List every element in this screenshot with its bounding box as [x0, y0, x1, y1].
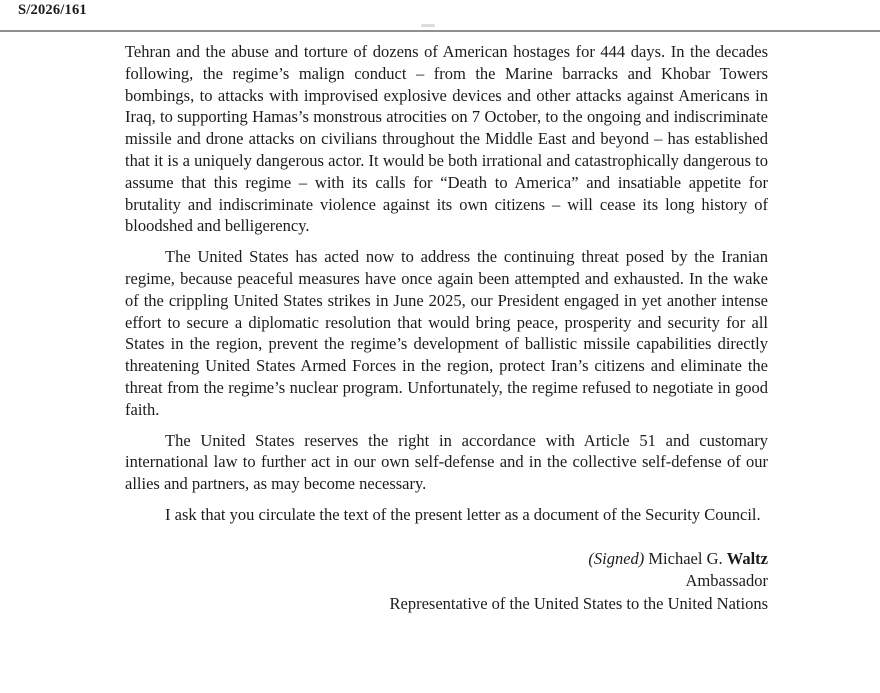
paragraph: I ask that you circulate the text of the present letter as a document of the Security Council.	[165, 504, 761, 524]
paragraph-continuation: Tehran and the abuse and torture of dozens of American hostages for 444 days. In the decades following, the regime’s malign conduct – from the Marine barracks and Khobar Towers bombings, to attacks with improvised explosive devices and other attacks against Americans in Iraq, to supporting Hamas’s monstrous atrocities on 7 October, to the ongoing and indiscriminate missile and drone attacks on civilians throughout the Middle East and beyond – has established that it is a uniquely dangerous actor. It would be both irrational and catastrophically dangerous to assume that this regime – with its calls for “Death to America” and insatiable appetite for brutality and indiscriminate violence against its own citizens – will cease its long history of bloodshed and belligerency.	[125, 42, 768, 236]
signature-name-line	[125, 548, 768, 570]
signer-surname: Waltz	[726, 548, 768, 568]
signature-role: Representative of the United States to the United Nations	[389, 593, 768, 613]
paragraph: The United States has acted now to address the continuing threat posed by the Iranian regime, because peaceful measures have once again been attempted and exhausted. In the wake of the crippling United States strikes in June 2025, our President engaged in yet another intense effort to secure a diplomatic resolution that would bring peace, prosperity and security for all States in the region, prevent the regime’s development of ballistic missile capabilities directly threatening United States Armed Forces in the region, protect Iran’s citizens and eliminate the threat from the regime’s nuclear program. Unfortunately, the regime refused to negotiate in good faith.	[125, 247, 768, 419]
signature-title: Ambassador	[685, 571, 768, 591]
signed-label: (Signed)	[588, 548, 645, 568]
signature-block	[125, 548, 768, 615]
paragraph: The United States reserves the right in accordance with Article 51 and customary international law to further act in our own self-defense and in the collective self-defense of our allies and partners, as may become necessary.	[125, 430, 768, 494]
scan-artifact-mark	[421, 24, 435, 27]
letter-body	[125, 41, 768, 615]
header-rule	[0, 30, 880, 32]
document-symbol: S/2026/161	[18, 2, 87, 18]
signer-given-name: Michael G.	[648, 548, 723, 568]
